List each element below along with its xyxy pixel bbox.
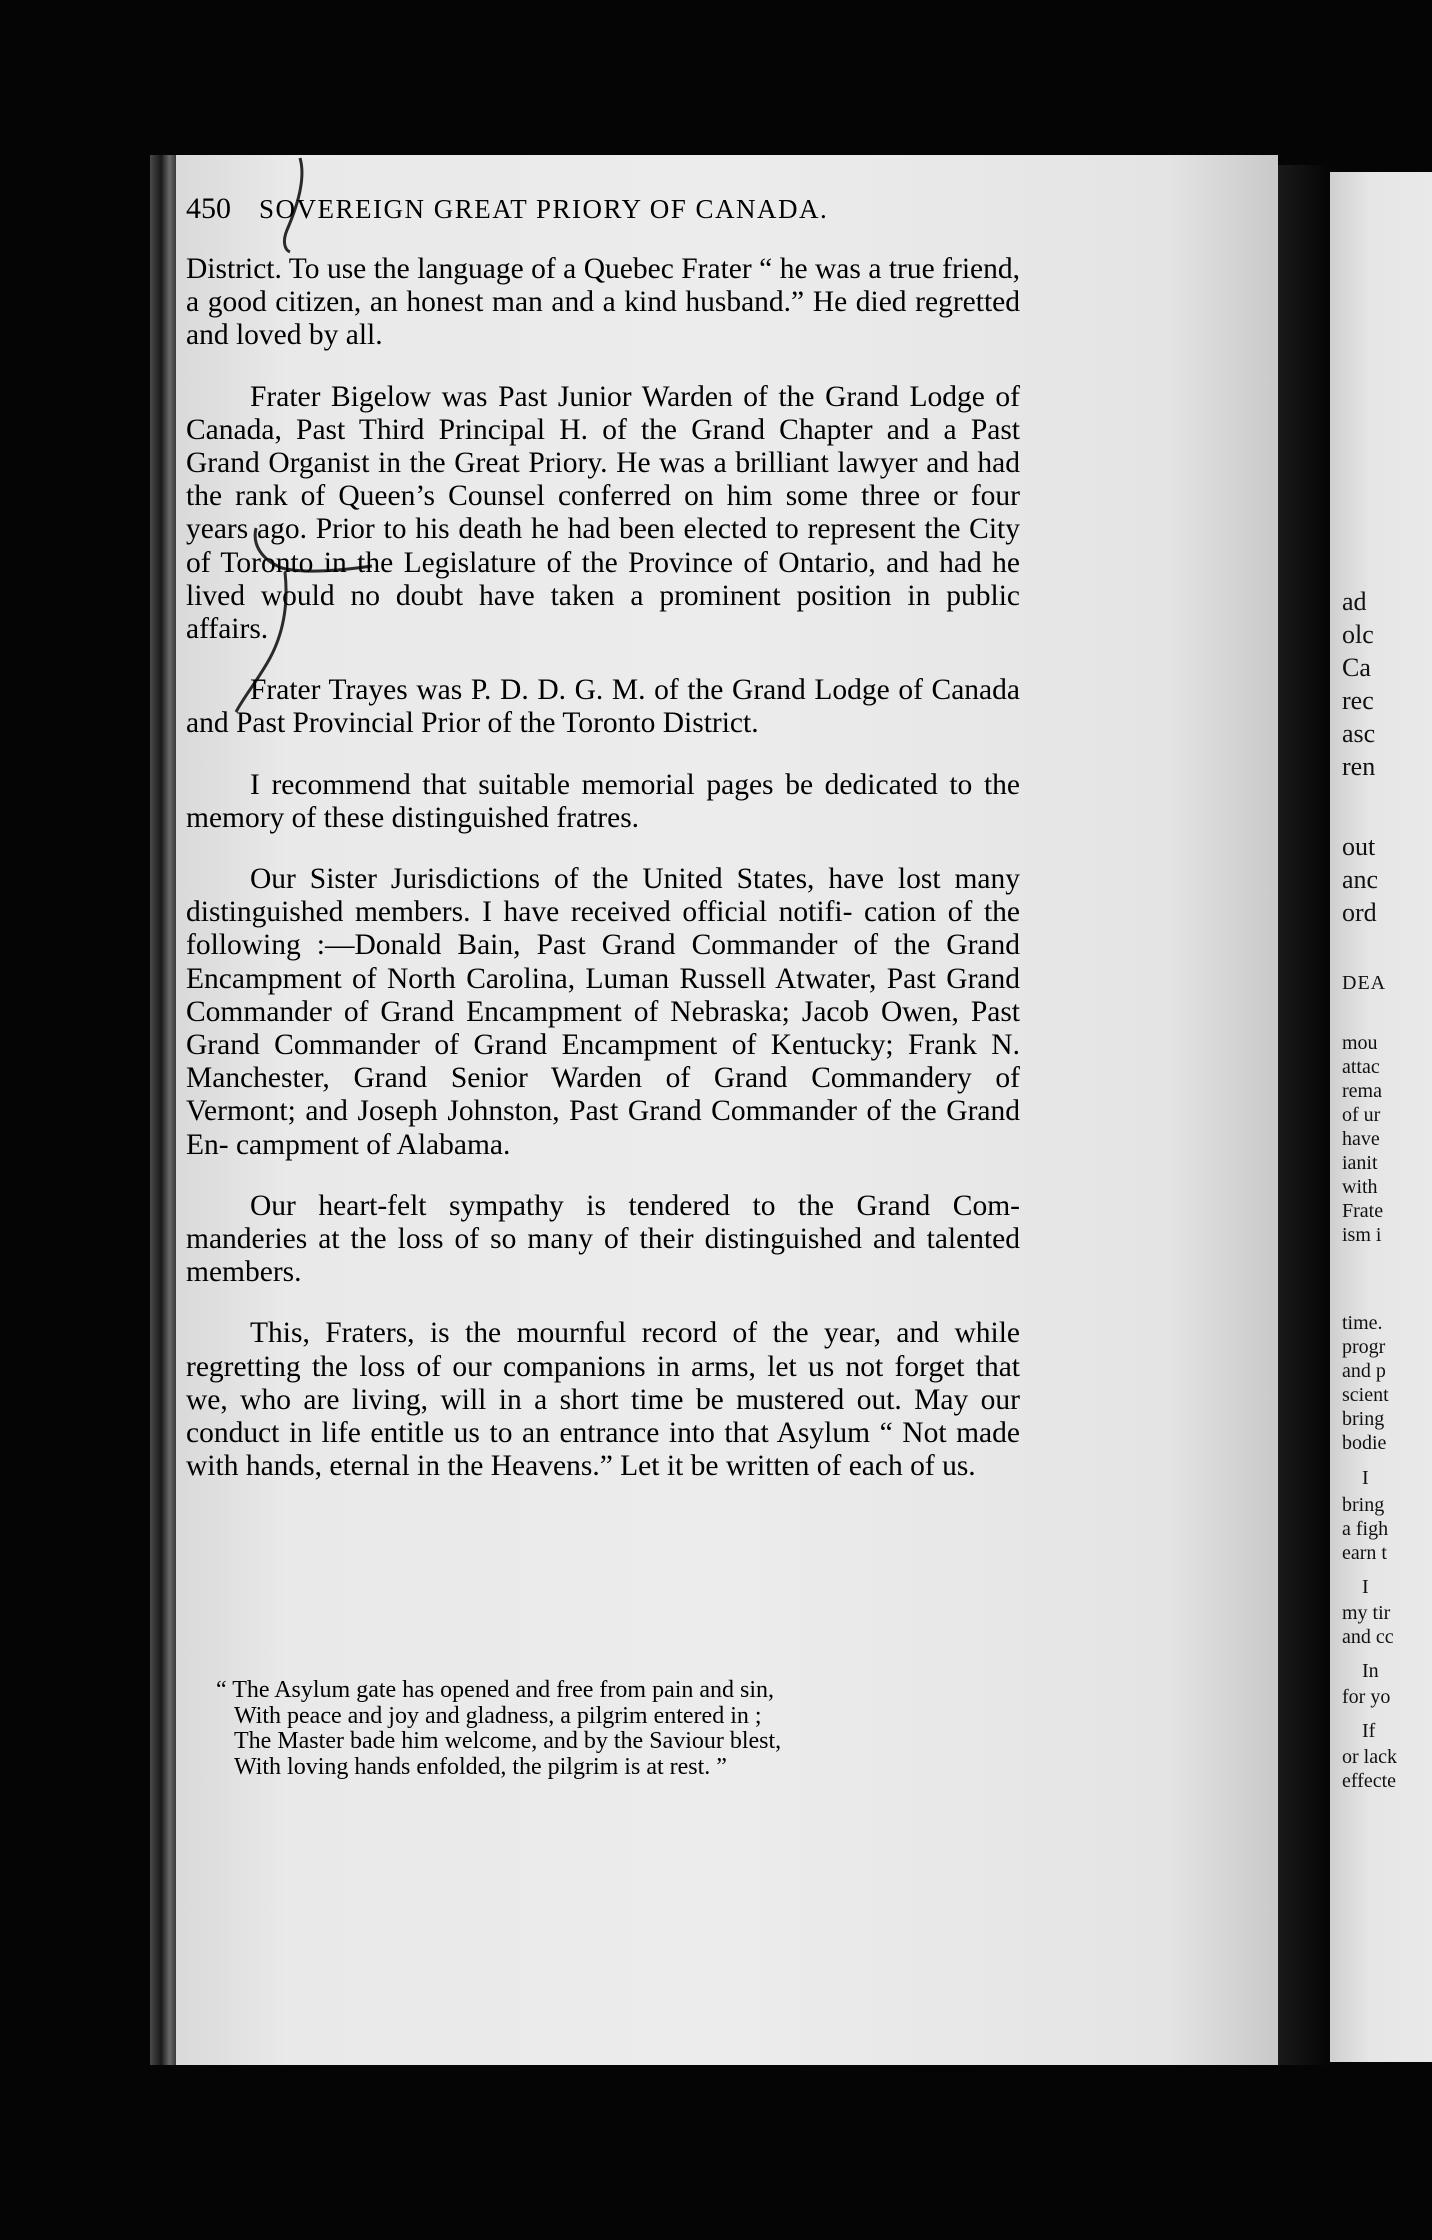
facing-fragment: I	[1362, 1576, 1369, 1598]
book-gutter	[1278, 165, 1330, 2065]
facing-fragment: or lack	[1342, 1746, 1397, 1768]
facing-fragment: ord	[1342, 898, 1377, 927]
facing-fragment: asc	[1342, 719, 1376, 748]
facing-fragment: of ur	[1342, 1104, 1381, 1126]
facing-fragment: have	[1342, 1128, 1380, 1150]
facing-fragment: with	[1342, 1176, 1378, 1198]
facing-fragment: scient	[1342, 1384, 1389, 1406]
facing-fragment: rec	[1342, 686, 1374, 715]
facing-fragment: anc	[1342, 865, 1379, 894]
facing-fragment: my tir	[1342, 1602, 1391, 1624]
facing-fragment: ism i	[1342, 1224, 1382, 1246]
body-text	[186, 253, 1020, 1512]
facing-fragment: If	[1362, 1720, 1376, 1742]
paragraph-sister-jurisdictions: Our Sister Jurisdictions of the United States, have lost many distinguished members. I have received official notifi- cation of the following :—Donald Bain, Past Grand Commander of the Grand Encampment of North Carolina, Luman Russell Atwater, Past Grand Commander of Grand Encampment of Nebraska; Jacob Owen, Past Grand Commander of Grand Encampment of Kentucky; Frank N. Manchester, Grand Senior Warden of Grand Commandery of Vermont; and Joseph Johnston, Past Grand Commander of the Grand En- campment of Alabama.	[186, 863, 1020, 1161]
facing-fragment: ianit	[1342, 1152, 1378, 1174]
facing-fragment: and p	[1342, 1360, 1386, 1382]
paragraph-district: District. To use the language of a Quebec Frater “ he was a true friend, a good citizen, an honest man and a kind husband.” He died regretted and loved by all.	[186, 253, 1020, 352]
facing-fragment: effecte	[1342, 1770, 1397, 1792]
facing-page-edge	[1330, 172, 1432, 2062]
facing-fragment: out	[1342, 832, 1376, 861]
facing-fragment: bring	[1342, 1408, 1385, 1430]
facing-fragment: bring	[1342, 1494, 1385, 1516]
paragraph-sympathy: Our heart-felt sympathy is tendered to the Grand Com- manderies at the loss of so many of their distinguished and talented members.	[186, 1189, 1020, 1289]
poem-line: With loving hands enfolded, the pilgrim is at rest. ”	[234, 1753, 727, 1780]
facing-fragment: and cc	[1342, 1626, 1394, 1648]
facing-fragment: attac	[1342, 1056, 1380, 1078]
running-head	[186, 192, 1066, 226]
facing-fragment: earn t	[1342, 1542, 1387, 1564]
poem-line: The Master bade him welcome, and by the Saviour blest,	[234, 1728, 782, 1754]
poem-quote	[216, 1677, 974, 1780]
paragraph-bigelow: Frater Bigelow was Past Junior Warden of the Grand Lodge of Canada, Past Third Principal H. of the Grand Chapter and a Past Grand Organist in the Great Priory. He was a brilliant lawyer and had the rank of Queen’s Counsel conferred on him some three or four years ago. Prior to his death he had been elected to represent the City of Toronto in the Legislature of the Province of Ontario, and had he lived would no doubt have taken a prominent position in public affairs.	[186, 380, 1020, 646]
facing-fragment: time.	[1342, 1312, 1383, 1334]
facing-fragment: Frate	[1342, 1200, 1384, 1222]
paragraph-mournful-record: This, Fraters, is the mournful record of the year, and while regretting the loss of our companions in arms, let us not forget that we, who are living, will in a short time be mustered out. May our conduct in life entitle us to an entrance into that Asylum “ Not made with hands, eternal in the Heavens.” Let it be written of each of us.	[186, 1317, 1020, 1483]
poem-line: With peace and joy and gladness, a pilgrim entered in ;	[234, 1702, 762, 1729]
facing-fragment: In	[1362, 1660, 1379, 1682]
facing-fragment: mou	[1342, 1032, 1378, 1054]
facing-fragment: a figh	[1342, 1518, 1389, 1540]
facing-fragment: Ca	[1342, 653, 1371, 682]
facing-fragment: for yo	[1342, 1686, 1391, 1708]
facing-fragment: ren	[1342, 752, 1376, 781]
facing-fragment: rema	[1342, 1080, 1382, 1102]
facing-fragment: bodie	[1342, 1432, 1387, 1454]
facing-fragment: DEA	[1342, 972, 1387, 994]
facing-fragment: progr	[1342, 1336, 1386, 1358]
paragraph-trayes: Frater Trayes was P. D. D. G. M. of the Grand Lodge of Canada and Past Provincial Prior of the Toronto District.	[186, 674, 1020, 740]
paragraph-memorial-pages: I recommend that suitable memorial pages be dedicated to the memory of these distinguished fratres.	[186, 768, 1020, 834]
facing-fragment: I	[1362, 1467, 1369, 1489]
poem-line: “ The Asylum gate has opened and free from pain and sin,	[216, 1677, 775, 1703]
facing-fragment: ad	[1342, 587, 1367, 616]
facing-fragment: olc	[1342, 620, 1374, 649]
page-number: 450	[186, 192, 231, 225]
running-title: SOVEREIGN GREAT PRIORY OF CANADA.	[259, 194, 829, 224]
